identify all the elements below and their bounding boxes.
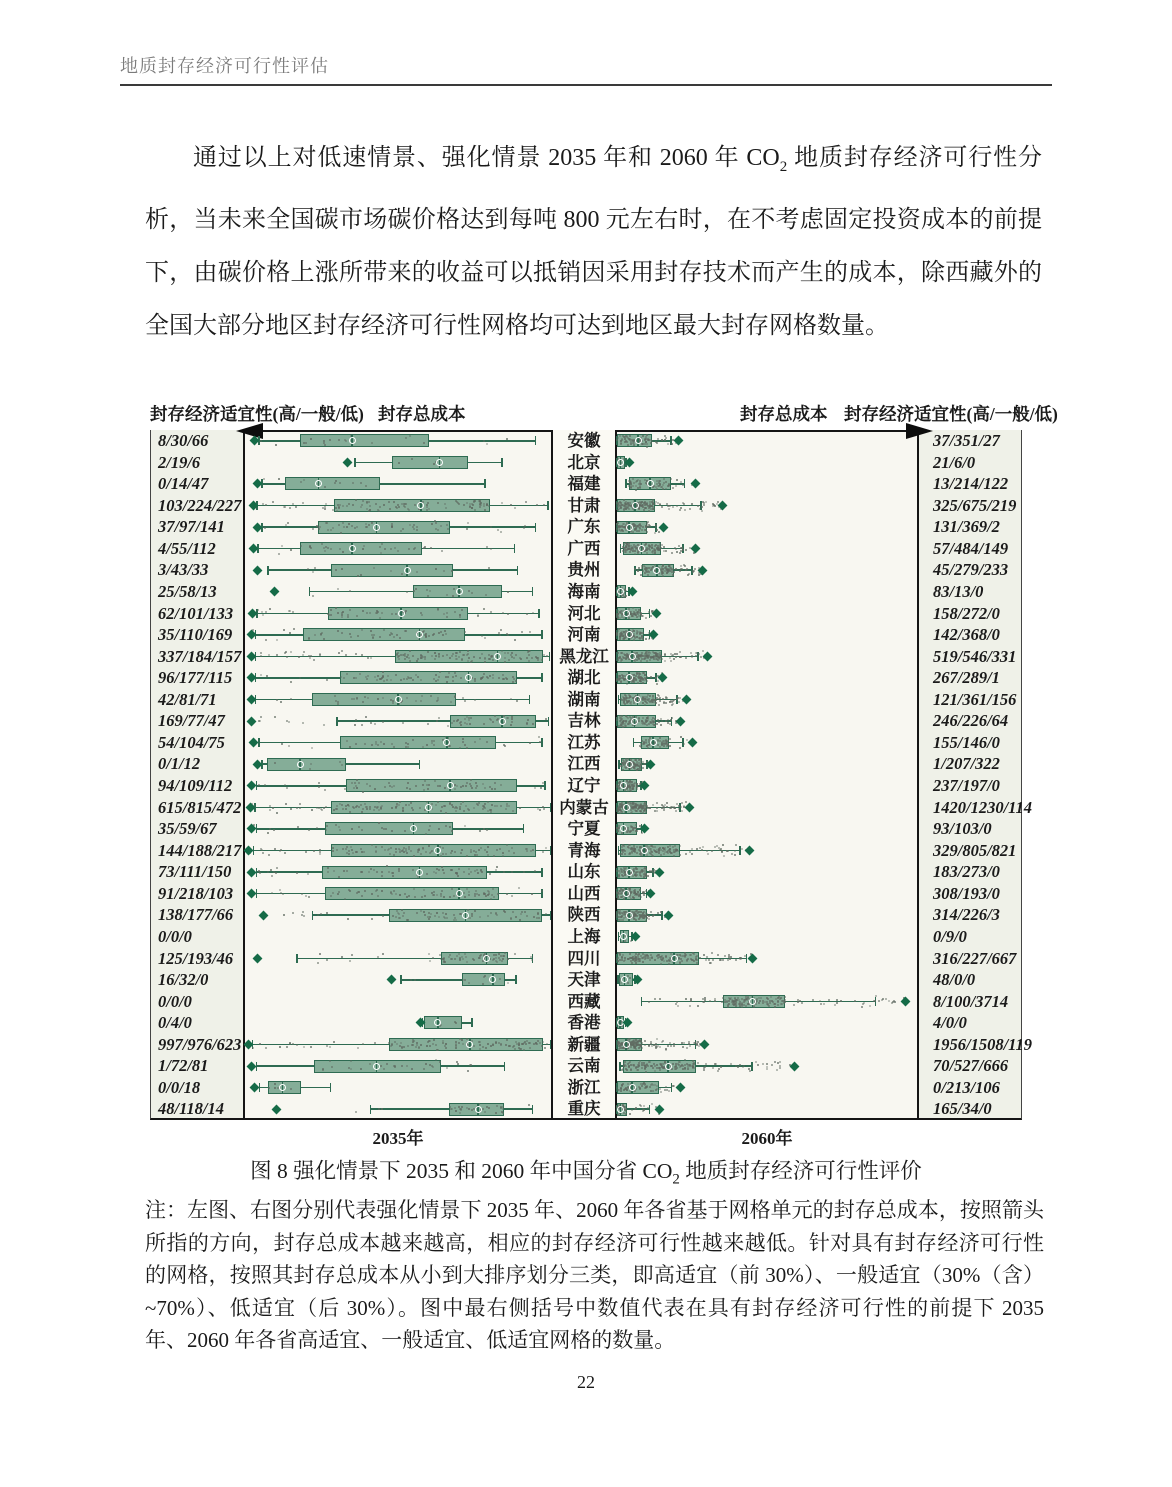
boxplot-right	[617, 538, 917, 560]
scatter-points	[245, 1077, 551, 1099]
scatter-points	[245, 452, 551, 474]
scatter-points	[245, 646, 551, 668]
scatter-points	[245, 883, 551, 905]
median-marker	[279, 1084, 286, 1091]
scatter-points	[245, 904, 551, 926]
province-label: 福建	[567, 474, 601, 494]
boxplot-left	[245, 689, 551, 711]
median-marker	[499, 718, 506, 725]
suitability-left-value: 16/32/0	[158, 970, 209, 990]
median-marker	[631, 718, 638, 725]
province-label: 西藏	[567, 991, 601, 1011]
suitability-right-value: 83/13/0	[933, 581, 984, 601]
suitability-left-value: 103/224/227	[158, 495, 242, 515]
province-label: 上海	[567, 926, 601, 946]
median-marker	[641, 847, 648, 854]
body-paragraph	[145, 132, 1042, 353]
boxplot-left	[245, 1034, 551, 1056]
province-label: 山西	[567, 883, 601, 903]
suitability-right-value: 158/272/0	[933, 603, 1000, 623]
scatter-points	[617, 473, 917, 495]
median-marker	[436, 459, 443, 466]
boxplot-right	[617, 430, 917, 452]
scatter-points	[617, 797, 917, 819]
suitability-right-value: 1/207/322	[933, 754, 1000, 774]
suitability-right-value: 1420/1230/114	[933, 797, 1033, 817]
suitability-right-value: 0/9/0	[933, 926, 967, 946]
median-marker	[456, 588, 463, 595]
suitability-left-value: 2/19/6	[158, 452, 201, 472]
province-label: 安徽	[567, 431, 601, 450]
paragraph-text-cont: 地质封存经济可行性分析，当未来全国碳市场碳价格达到每吨 800 元左右时，在不考虑固定投资成本的前提下，由碳价格上涨所带来的收益可以抵销因采用封存技术而产生的成本，除西藏外的全国大部分地区封存经济可行性网格均可达到地区最大封存网格数量。	[145, 145, 1043, 339]
suitability-left-value: 0/0/0	[158, 926, 192, 946]
boxplot-left	[245, 861, 551, 883]
median-marker	[650, 739, 657, 746]
scatter-points	[617, 948, 917, 970]
province-label: 江西	[567, 754, 601, 774]
running-header-title: 地质封存经济可行性评估	[120, 56, 329, 76]
median-marker	[425, 804, 432, 811]
scatter-points	[617, 1055, 917, 1077]
boxplot-left	[245, 452, 551, 474]
province-label: 海南	[567, 581, 601, 601]
caption-text-cont: 地质封存经济可行性评价	[679, 1159, 922, 1183]
median-marker	[623, 890, 630, 897]
scatter-points	[245, 538, 551, 560]
boxplot-right	[617, 559, 917, 581]
boxplot-left	[245, 646, 551, 668]
suitability-left-value: 169/77/47	[158, 711, 225, 731]
median-marker	[634, 696, 641, 703]
boxplot-right	[617, 797, 917, 819]
right-suitability-header: 封存经济适宜性(高/一般/低)	[844, 404, 1058, 424]
scatter-points	[617, 646, 917, 668]
scatter-points	[617, 710, 917, 732]
scatter-points	[617, 1077, 917, 1099]
scatter-points	[617, 840, 917, 862]
boxplot-left	[245, 926, 551, 948]
boxplot-left	[245, 969, 551, 991]
scatter-points	[245, 861, 551, 883]
suitability-right-value: 70/527/666	[933, 1056, 1009, 1076]
suitability-left-value: 0/4/0	[158, 1013, 192, 1033]
scatter-points	[617, 495, 917, 517]
boxplot-right	[617, 840, 917, 862]
figure-axis-headers	[150, 398, 1058, 430]
boxplot-left	[245, 818, 551, 840]
boxplot-left	[245, 732, 551, 754]
scatter-points	[617, 904, 917, 926]
suitability-left-value: 25/58/13	[158, 581, 217, 601]
boxplot-left	[245, 1098, 551, 1120]
left-suitability-header: 封存经济适宜性(高/一般/低)	[150, 404, 364, 424]
province-label: 香港	[567, 1013, 601, 1033]
boxplot-right	[617, 603, 917, 625]
scatter-points	[245, 1012, 551, 1034]
scatter-points	[617, 1034, 917, 1056]
boxplot-right	[617, 991, 917, 1013]
median-marker	[373, 524, 380, 531]
suitability-right-value: 165/34/0	[933, 1099, 992, 1119]
figure-footer	[150, 1122, 1022, 1150]
boxplot-right	[617, 1077, 917, 1099]
suitability-left-value: 35/59/67	[158, 819, 217, 839]
scatter-points	[617, 452, 917, 474]
boxplot-right	[617, 495, 917, 517]
suitability-right-value: 155/146/0	[933, 732, 1000, 752]
boxplot-right	[617, 1055, 917, 1077]
suitability-left-value: 54/104/75	[158, 732, 225, 752]
suitability-right-value: 316/227/667	[933, 948, 1017, 968]
scatter-points	[617, 430, 917, 452]
suitability-left-value: 3/43/33	[158, 560, 209, 580]
province-label: 辽宁	[567, 776, 601, 795]
median-marker	[617, 1106, 624, 1113]
suitability-right-value: 48/0/0	[933, 970, 976, 990]
suitability-right-value: 308/193/0	[933, 883, 1000, 903]
median-marker	[373, 1063, 380, 1070]
suitability-left-value: 37/97/141	[158, 517, 225, 537]
province-label: 贵州	[567, 560, 601, 580]
boxplot-right	[617, 818, 917, 840]
suitability-right-value: 37/351/27	[933, 431, 1000, 450]
scatter-points	[617, 559, 917, 581]
boxplot-left	[245, 667, 551, 689]
boxplot-left	[245, 840, 551, 862]
suitability-right-value: 21/6/0	[933, 452, 976, 472]
scatter-points	[617, 883, 917, 905]
suitability-right-value: 1956/1508/119	[933, 1034, 1033, 1054]
boxplot-left	[245, 538, 551, 560]
suitability-right-value: 183/273/0	[933, 862, 1000, 882]
boxplot-left	[245, 559, 551, 581]
boxplot-right	[617, 926, 917, 948]
scatter-points	[245, 559, 551, 581]
province-label: 宁夏	[567, 819, 601, 839]
suitability-right-value: 8/100/3714	[933, 991, 1009, 1011]
suitability-right-value: 246/226/64	[933, 711, 1009, 731]
province-label: 天津	[567, 970, 601, 990]
header-rule	[120, 84, 1052, 86]
median-marker	[395, 696, 402, 703]
scatter-points	[617, 581, 917, 603]
suitability-left-value: 4/55/112	[158, 538, 216, 558]
province-label: 陕西	[567, 905, 601, 925]
province-label: 湖南	[567, 689, 601, 709]
province-label: 浙江	[567, 1077, 601, 1097]
scatter-points	[245, 516, 551, 538]
boxplot-right	[617, 1012, 917, 1034]
scatter-points	[617, 1012, 917, 1034]
scatter-points	[245, 732, 551, 754]
boxplot-right	[617, 516, 917, 538]
median-marker	[647, 480, 654, 487]
province-label: 甘肃	[567, 495, 601, 515]
boxplot-left	[245, 516, 551, 538]
paragraph-text: 通过以上对低速情景、强化情景 2035 年和 2060 年 CO	[193, 145, 780, 171]
suitability-right-value: 237/197/0	[933, 776, 1000, 795]
scatter-points	[245, 1034, 551, 1056]
suitability-right-value: 325/675/219	[933, 495, 1017, 515]
boxplot-left	[245, 883, 551, 905]
boxplot-right	[617, 624, 917, 646]
left-cost-header: 封存总成本	[378, 404, 466, 424]
median-marker	[626, 761, 633, 768]
province-label: 内蒙古	[559, 797, 609, 817]
median-marker	[623, 1041, 630, 1048]
scatter-points	[245, 581, 551, 603]
boxplot-left	[245, 1077, 551, 1099]
median-marker	[483, 955, 490, 962]
median-marker	[349, 545, 356, 552]
province-label: 广东	[567, 517, 601, 537]
median-marker	[494, 653, 501, 660]
suitability-right-value: 267/289/1	[933, 668, 1000, 688]
boxplot-right	[617, 775, 917, 797]
right-cost-header: 封存总成本	[740, 404, 828, 424]
boxplot-left	[245, 473, 551, 495]
boxplot-left	[245, 624, 551, 646]
suitability-left-value: 96/177/115	[158, 668, 233, 688]
province-label: 四川	[567, 948, 601, 968]
suitability-left-value: 997/976/623	[158, 1034, 242, 1054]
boxplot-right	[617, 1098, 917, 1120]
median-marker	[626, 631, 633, 638]
median-marker	[629, 1084, 636, 1091]
figure-note: 注：左图、右图分别代表强化情景下 2035 年、2060 年各省基于网格单元的封存总成本，按照箭头所指的方向，封存总成本越来越高，相应的封存经济可行性越来越低。针对具有封存经济可行性的网格，按照其封存总成本从小到大排序划分三类，即高适宜（前 30%）、一般适宜（30%（含）~70%）、低适宜（后 30%）。图中最右侧括号中数值代表在具有封存经济可行性的前提下 2035 年、2060 年各省高适宜、一般适宜、低适宜网格的数量。	[145, 1198, 1044, 1352]
scatter-points	[245, 948, 551, 970]
boxplot-left	[245, 710, 551, 732]
scatter-points	[245, 775, 551, 797]
boxplot-right	[617, 904, 917, 926]
suitability-left-value: 42/81/71	[158, 689, 217, 709]
boxplot-right	[617, 667, 917, 689]
scatter-points	[617, 732, 917, 754]
province-label: 云南	[567, 1056, 601, 1076]
scatter-points	[617, 991, 917, 1013]
boxplot-right	[617, 689, 917, 711]
median-marker	[671, 955, 678, 962]
suitability-left-value: 0/0/0	[158, 991, 192, 1011]
median-marker	[297, 761, 304, 768]
median-marker	[623, 804, 630, 811]
scatter-points	[617, 603, 917, 625]
scatter-points	[617, 689, 917, 711]
median-marker	[475, 1106, 482, 1113]
median-marker	[626, 912, 633, 919]
province-label: 江苏	[567, 732, 601, 752]
suitability-left-value: 35/110/169	[158, 625, 233, 645]
median-marker	[462, 912, 469, 919]
median-marker	[635, 437, 642, 444]
boxplot-right	[617, 861, 917, 883]
suitability-right-value: 314/226/3	[933, 905, 1000, 925]
suitability-left-value: 73/111/150	[158, 862, 232, 882]
caption-text: 图 8 强化情景下 2035 和 2060 年中国分省 CO	[250, 1159, 673, 1183]
suitability-right-value: 519/546/331	[933, 646, 1017, 666]
boxplot-right	[617, 473, 917, 495]
suitability-left-value: 94/109/112	[158, 776, 233, 795]
suitability-right-value: 45/279/233	[933, 560, 1009, 580]
boxplot-right	[617, 948, 917, 970]
suitability-right-value: 142/368/0	[933, 625, 1000, 645]
suitability-left-value: 144/188/217	[158, 840, 242, 860]
boxplot-right	[617, 1034, 917, 1056]
boxplot-right	[617, 732, 917, 754]
suitability-left-value: 138/177/66	[158, 905, 234, 925]
median-marker	[349, 437, 356, 444]
boxplot-right	[617, 883, 917, 905]
scatter-points	[245, 473, 551, 495]
province-label: 河南	[567, 625, 601, 645]
boxplot-body	[150, 430, 1033, 1120]
boxplot-right	[617, 646, 917, 668]
median-marker	[416, 869, 423, 876]
scatter-points	[245, 667, 551, 689]
suitability-left-value: 0/1/12	[158, 754, 201, 774]
co2-subscript: 2	[779, 158, 788, 175]
scatter-points	[245, 1055, 551, 1077]
scatter-points	[245, 840, 551, 862]
median-marker	[617, 459, 624, 466]
scatter-points	[617, 538, 917, 560]
suitability-right-value: 131/369/2	[933, 517, 1000, 537]
median-marker	[404, 567, 411, 574]
page-number: 22	[577, 1372, 595, 1392]
scatter-points	[617, 753, 917, 775]
caption-co2-subscript: 2	[672, 1171, 680, 1188]
boxplot-right	[617, 753, 917, 775]
median-marker	[749, 998, 756, 1005]
suitability-right-value: 93/103/0	[933, 819, 992, 839]
suitability-left-value: 0/0/18	[158, 1077, 201, 1097]
boxplot-left	[245, 430, 551, 452]
suitability-left-value: 62/101/133	[158, 603, 234, 623]
boxplot-left	[245, 1055, 551, 1077]
boxplot-right	[617, 581, 917, 603]
boxplot-left	[245, 904, 551, 926]
scatter-points	[245, 797, 551, 819]
suitability-right-value: 13/214/122	[933, 474, 1009, 494]
boxplot-left	[245, 603, 551, 625]
boxplot-left	[245, 775, 551, 797]
scatter-points	[245, 818, 551, 840]
province-label: 吉林	[567, 711, 601, 731]
province-label: 湖北	[567, 668, 601, 688]
boxplot-left	[245, 581, 551, 603]
boxplot-right	[617, 452, 917, 474]
suitability-right-value: 121/361/156	[933, 689, 1017, 709]
province-label: 青海	[567, 840, 601, 860]
median-marker	[456, 890, 463, 897]
scatter-points	[245, 430, 551, 452]
boxplot-left	[245, 948, 551, 970]
suitability-left-value: 8/30/66	[158, 431, 209, 450]
boxplot-left	[245, 1012, 551, 1034]
province-label: 北京	[567, 452, 601, 472]
median-marker	[623, 610, 630, 617]
scatter-points	[245, 624, 551, 646]
median-marker	[626, 524, 633, 531]
boxplot-left	[245, 797, 551, 819]
scatter-points	[245, 1098, 551, 1120]
suitability-left-value: 0/14/47	[158, 474, 209, 494]
boxplot-right	[617, 969, 917, 991]
boxplot-left	[245, 991, 551, 1013]
median-marker	[447, 782, 454, 789]
scatter-points	[245, 753, 551, 775]
scatter-points	[617, 969, 917, 991]
suitability-right-value: 0/213/106	[933, 1077, 1000, 1097]
province-label: 新疆	[567, 1034, 601, 1054]
suitability-right-value: 4/0/0	[933, 1013, 967, 1033]
median-marker	[398, 610, 405, 617]
year-label-2060: 2060年	[741, 1129, 793, 1148]
province-label: 广西	[567, 538, 601, 558]
suitability-left-value: 615/815/472	[158, 797, 242, 817]
boxplot-left	[245, 753, 551, 775]
suitability-left-value: 125/193/46	[158, 948, 234, 968]
median-marker	[632, 502, 639, 509]
scatter-points	[617, 926, 917, 948]
scatter-points	[617, 818, 917, 840]
province-label: 重庆	[567, 1099, 601, 1119]
scatter-points	[617, 624, 917, 646]
province-label: 河北	[567, 603, 601, 623]
scatter-points	[245, 969, 551, 991]
suitability-right-value: 57/484/149	[933, 538, 1009, 558]
suitability-left-value: 91/218/103	[158, 883, 234, 903]
median-marker	[629, 653, 636, 660]
suitability-left-value: 337/184/157	[158, 646, 242, 666]
boxplot-left	[245, 495, 551, 517]
median-marker	[626, 869, 633, 876]
suitability-left-value: 48/118/14	[158, 1099, 225, 1119]
median-marker	[665, 1063, 672, 1070]
figure-caption	[0, 1154, 1172, 1188]
figure-8	[150, 398, 1058, 1152]
boxplot-right	[617, 710, 917, 732]
suitability-right-value: 329/805/821	[933, 840, 1017, 860]
scatter-points	[617, 775, 917, 797]
suitability-left-value: 1/72/81	[158, 1056, 209, 1076]
province-label: 山东	[567, 862, 601, 882]
province-label: 黑龙江	[559, 646, 609, 666]
year-label-2035: 2035年	[372, 1129, 424, 1148]
scatter-points	[245, 495, 551, 517]
